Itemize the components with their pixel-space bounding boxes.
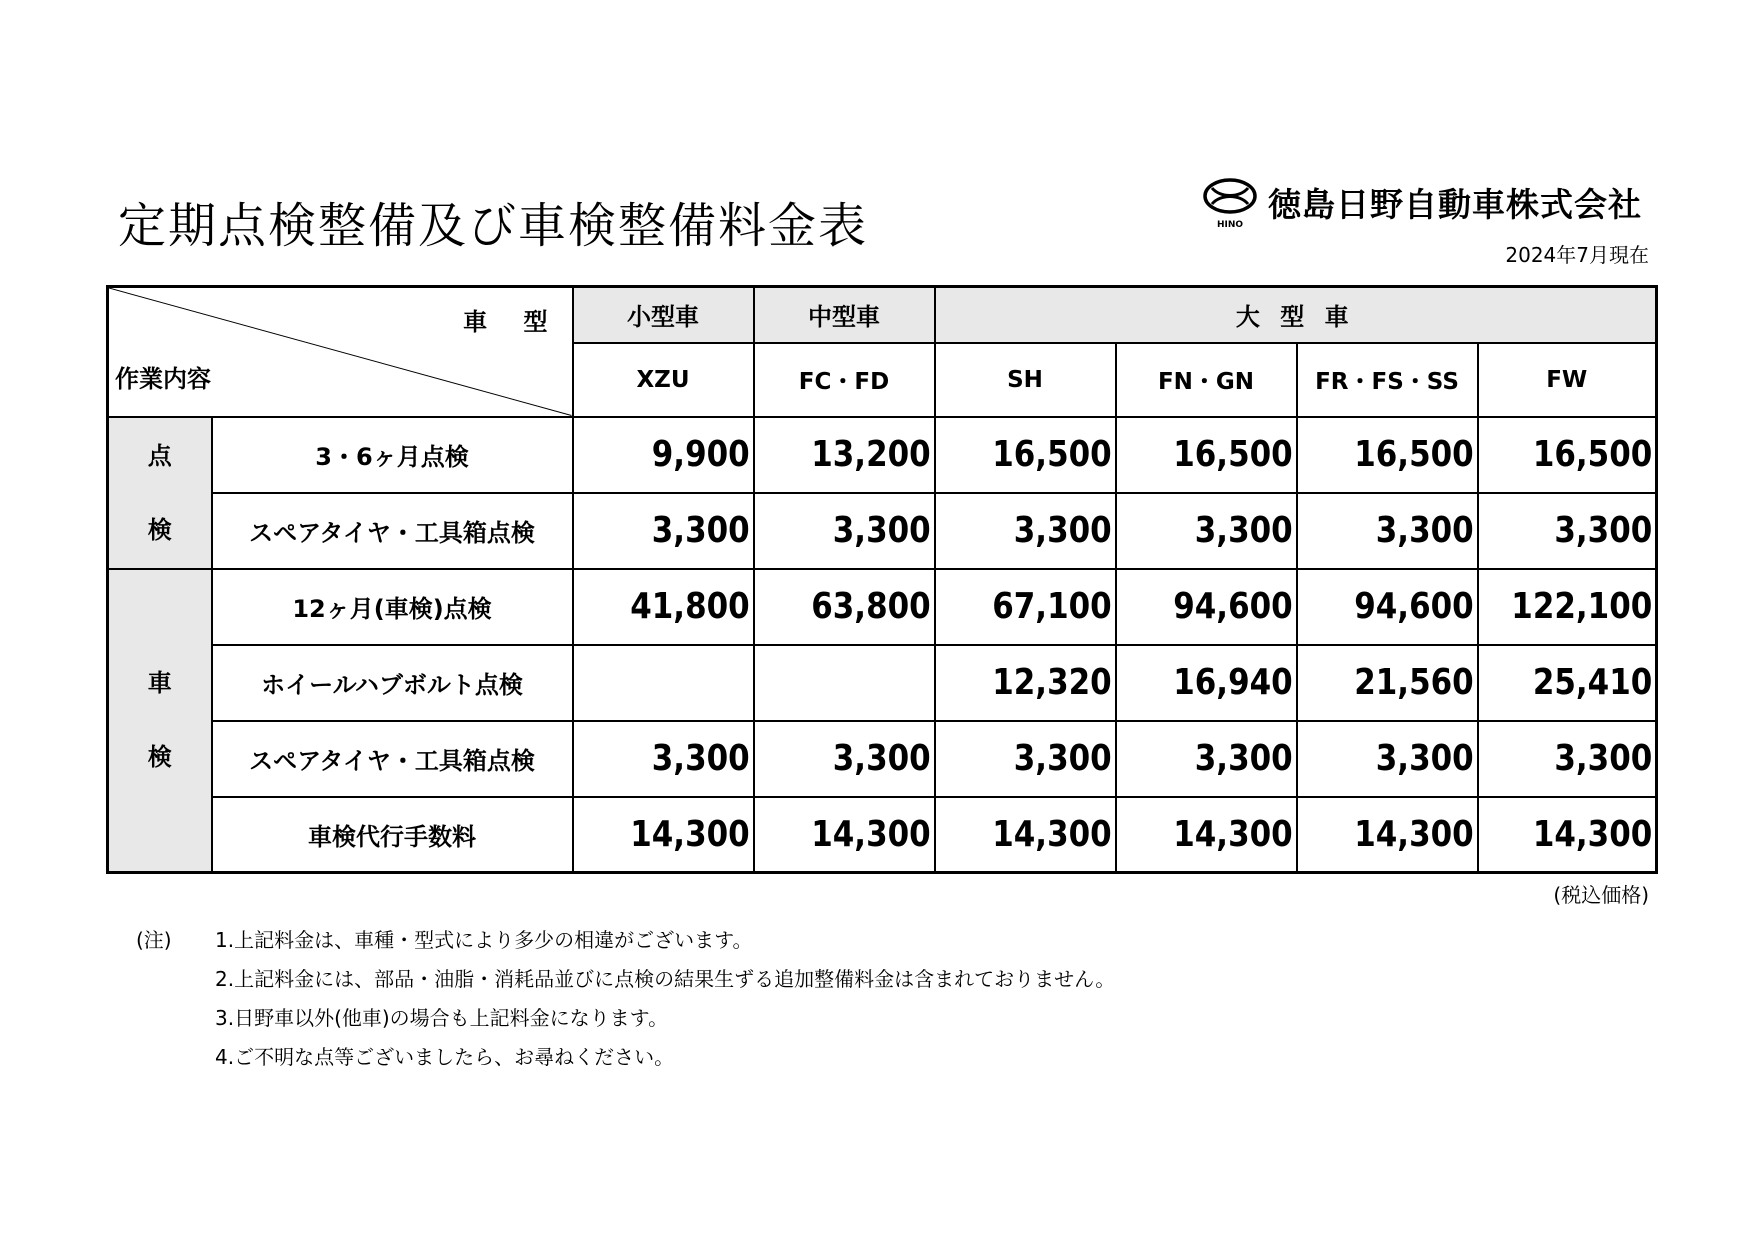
work-item: 12ヶ月(車検)点検 (212, 569, 573, 645)
page-title: 定期点検整備及び車検整備料金表 (118, 198, 869, 255)
price-cell (598, 645, 754, 721)
price-cell: 13,200 (779, 417, 935, 493)
price-cell: 3,300 (960, 493, 1116, 569)
price-cell: 3,300 (779, 493, 935, 569)
price-cell: 14,300 (1503, 797, 1657, 873)
price-cell (779, 645, 935, 721)
price-cell: 3,300 (598, 493, 754, 569)
table-row (108, 797, 1657, 873)
price-cell: 14,300 (1322, 797, 1478, 873)
price-cell: 3,300 (1322, 493, 1478, 569)
table-row (108, 569, 1657, 645)
note-item: 1.上記料金は、車種・型式により多少の相違がございます。 (215, 928, 753, 952)
price-cell: 41,800 (598, 569, 754, 645)
work-content-label: 作業内容 (115, 364, 211, 393)
price-cell: 21,560 (1322, 645, 1478, 721)
company-logo (1202, 178, 1642, 230)
price-cell: 3,300 (1322, 721, 1478, 797)
model-header: FN・GN (1116, 343, 1297, 417)
company-name: 徳島日野自動車株式会社 (1268, 184, 1642, 224)
price-cell: 3,300 (779, 721, 935, 797)
table-row (108, 493, 1657, 569)
price-cell: 94,600 (1141, 569, 1297, 645)
work-item: スペアタイヤ・工具箱点検 (212, 721, 573, 797)
group-label-inspection: 点 検 (108, 417, 212, 569)
table-row (108, 417, 1657, 493)
work-item: スペアタイヤ・工具箱点検 (212, 493, 573, 569)
price-cell: 16,500 (1141, 417, 1297, 493)
table-row (108, 645, 1657, 721)
hino-emblem-icon (1202, 178, 1258, 230)
price-cell: 14,300 (598, 797, 754, 873)
price-cell: 3,300 (598, 721, 754, 797)
tax-included-note: (税込価格) (1553, 883, 1649, 907)
price-cell: 3,300 (1503, 721, 1657, 797)
price-cell: 12,320 (960, 645, 1116, 721)
work-item: ホイールハブボルト点検 (212, 645, 573, 721)
price-cell: 3,300 (1141, 721, 1297, 797)
price-cell: 94,600 (1322, 569, 1478, 645)
notes-list (215, 930, 1415, 1086)
work-item: 車検代行手数料 (212, 797, 573, 873)
price-cell: 3,300 (1503, 493, 1657, 569)
model-header: XZU (573, 343, 754, 417)
class-small: 小型車 (573, 287, 754, 343)
price-cell: 63,800 (779, 569, 935, 645)
class-medium: 中型車 (754, 287, 935, 343)
fee-table (106, 285, 1658, 874)
price-cell: 16,500 (1322, 417, 1478, 493)
as-of-date: 2024年7月現在 (1505, 243, 1649, 267)
model-header: FC・FD (754, 343, 935, 417)
model-header: FR・FS・SS (1297, 343, 1478, 417)
notes-label: (注) (136, 928, 172, 952)
price-cell: 16,940 (1141, 645, 1297, 721)
vehicle-type-label: 車 型 (463, 308, 562, 336)
price-cell: 16,500 (960, 417, 1116, 493)
table-corner-header (108, 287, 573, 417)
note-item: 3.日野車以外(他車)の場合も上記料金になります。 (215, 1006, 669, 1030)
price-cell: 9,900 (598, 417, 754, 493)
price-cell: 14,300 (1141, 797, 1297, 873)
price-cell: 3,300 (960, 721, 1116, 797)
class-large: 大 型 車 (935, 287, 1657, 343)
price-cell: 14,300 (779, 797, 935, 873)
model-header: SH (935, 343, 1116, 417)
price-cell: 122,100 (1503, 569, 1657, 645)
price-cell: 67,100 (960, 569, 1116, 645)
price-cell: 16,500 (1503, 417, 1657, 493)
model-header: FW (1478, 343, 1657, 417)
work-item: 3・6ヶ月点検 (212, 417, 573, 493)
logo-wordmark: HINO (1216, 220, 1244, 230)
price-cell: 25,410 (1503, 645, 1657, 721)
group-label-shaken: 車 検 (108, 569, 212, 873)
price-cell: 3,300 (1141, 493, 1297, 569)
note-item: 2.上記料金には、部品・油脂・消耗品並びに点検の結果生ずる追加整備料金は含まれておりません。 (215, 967, 1116, 991)
price-cell: 14,300 (960, 797, 1116, 873)
table-row (108, 721, 1657, 797)
note-item: 4.ご不明な点等ございましたら、お尋ねください。 (215, 1045, 675, 1069)
